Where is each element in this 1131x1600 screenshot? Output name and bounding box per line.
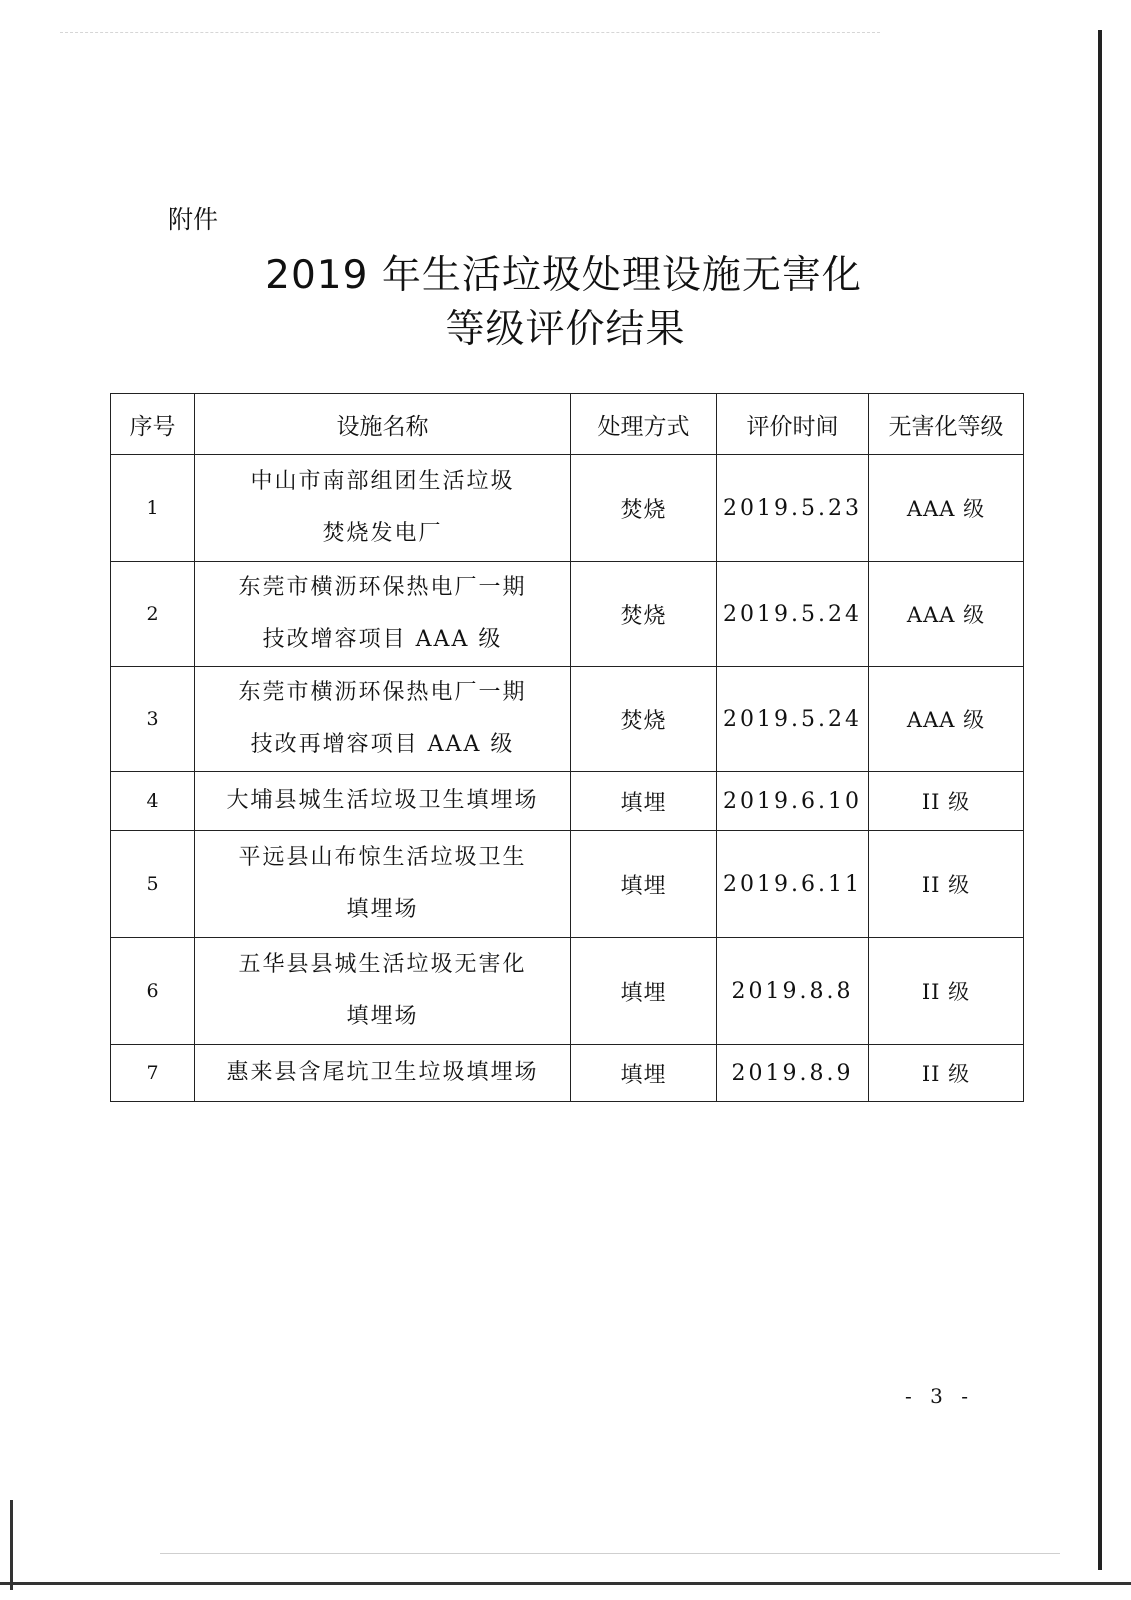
scan-artifact-left-edge xyxy=(10,1500,13,1590)
scan-artifact-bottom-edge xyxy=(0,1582,1131,1585)
row-facility-name xyxy=(195,455,571,562)
row-seq: 1 xyxy=(111,455,195,562)
facility-name-line: 技改增容项目 AAA 级 xyxy=(262,627,503,652)
document-title-line-1: 2019 年生活垃圾处理设施无害化 xyxy=(265,253,862,298)
facility-name-line: 平远县山布惊生活垃圾卫生 xyxy=(238,845,527,870)
row-harmless-grade: II 级 xyxy=(869,831,1024,938)
row-seq: 4 xyxy=(111,772,195,831)
row-seq: 3 xyxy=(111,667,195,772)
row-harmless-grade: II 级 xyxy=(869,938,1024,1045)
row-harmless-grade: II 级 xyxy=(869,772,1024,831)
row-evaluation-date: 2019.5.23 xyxy=(717,455,869,562)
row-facility-name xyxy=(195,938,571,1045)
table-row xyxy=(111,772,1024,831)
row-seq: 7 xyxy=(111,1045,195,1102)
row-facility-name xyxy=(195,667,571,772)
header-treatment-method: 处理方式 xyxy=(571,394,717,455)
header-seq: 序号 xyxy=(111,394,195,455)
row-facility-name xyxy=(195,772,571,831)
document-title-line-2: 等级评价结果 xyxy=(445,307,686,352)
row-treatment-method: 填埋 xyxy=(571,772,717,831)
row-facility-name xyxy=(195,1045,571,1102)
row-evaluation-date: 2019.8.8 xyxy=(717,938,869,1045)
row-evaluation-date: 2019.6.11 xyxy=(717,831,869,938)
header-facility-name: 设施名称 xyxy=(195,394,571,455)
scan-artifact-top-line xyxy=(60,32,880,34)
table-row xyxy=(111,667,1024,772)
row-treatment-method: 焚烧 xyxy=(571,667,717,772)
header-harmless-grade: 无害化等级 xyxy=(869,394,1024,455)
row-seq: 6 xyxy=(111,938,195,1045)
page-number: - 3 - xyxy=(905,1384,974,1408)
row-treatment-method: 填埋 xyxy=(571,1045,717,1102)
row-harmless-grade: II 级 xyxy=(869,1045,1024,1102)
row-seq: 5 xyxy=(111,831,195,938)
row-harmless-grade: AAA 级 xyxy=(869,667,1024,772)
evaluation-results-table xyxy=(110,393,1024,1102)
facility-name-line: 东莞市横沥环保热电厂一期 xyxy=(238,575,527,600)
facility-name-line: 填埋场 xyxy=(346,1004,419,1029)
row-evaluation-date: 2019.5.24 xyxy=(717,667,869,772)
row-evaluation-date: 2019.8.9 xyxy=(717,1045,869,1102)
scan-artifact-bottom-line xyxy=(160,1553,1060,1555)
facility-name-line: 中山市南部组团生活垃圾 xyxy=(250,469,515,494)
table-header-row xyxy=(111,394,1024,455)
table-row xyxy=(111,1045,1024,1102)
row-treatment-method: 填埋 xyxy=(571,831,717,938)
facility-name-line: 东莞市横沥环保热电厂一期 xyxy=(238,680,527,705)
row-treatment-method: 焚烧 xyxy=(571,562,717,667)
header-evaluation-date: 评价时间 xyxy=(717,394,869,455)
row-evaluation-date: 2019.6.10 xyxy=(717,772,869,831)
row-harmless-grade: AAA 级 xyxy=(869,562,1024,667)
row-facility-name xyxy=(195,562,571,667)
facility-name-line: 焚烧发电厂 xyxy=(322,521,443,546)
facility-name-line: 大埔县城生活垃圾卫生填埋场 xyxy=(226,788,539,813)
facility-name-line: 填埋场 xyxy=(346,897,419,922)
facility-name-line: 技改再增容项目 AAA 级 xyxy=(250,732,515,757)
table-row xyxy=(111,562,1024,667)
row-harmless-grade: AAA 级 xyxy=(869,455,1024,562)
table-row xyxy=(111,831,1024,938)
facility-name-line: 惠来县含尾坑卫生垃圾填埋场 xyxy=(226,1060,539,1085)
row-treatment-method: 填埋 xyxy=(571,938,717,1045)
row-facility-name xyxy=(195,831,571,938)
attachment-label: 附件 xyxy=(168,205,219,234)
row-treatment-method: 焚烧 xyxy=(571,455,717,562)
row-evaluation-date: 2019.5.24 xyxy=(717,562,869,667)
table-row xyxy=(111,455,1024,562)
facility-name-line: 五华县县城生活垃圾无害化 xyxy=(238,952,527,977)
row-seq: 2 xyxy=(111,562,195,667)
table-row xyxy=(111,938,1024,1045)
